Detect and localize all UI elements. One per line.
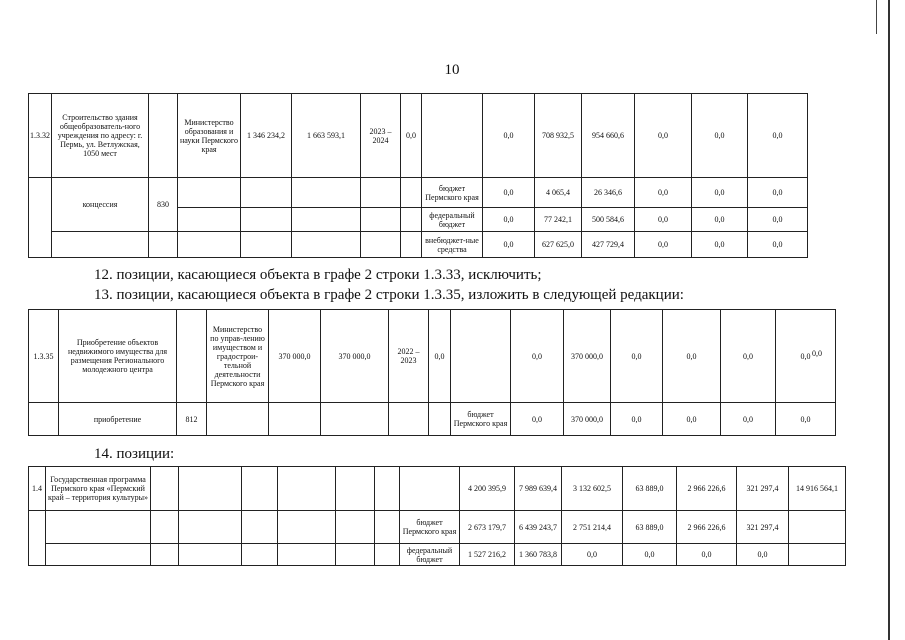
cell-value: 0,0 [511,403,564,436]
period: 2023 – 2024 [361,94,401,178]
table-row [29,511,846,544]
cell-value: 321 297,4 [737,467,789,511]
funding-type-label: концессия [52,178,149,232]
scan-edge [876,0,877,34]
cost-value: 1 346 234,2 [241,94,292,178]
cell-value: 2 673 179,7 [460,511,515,544]
cell-value: 0,0 [721,403,776,436]
cell-value: 0,0 [562,544,623,566]
cell-value: 1 360 783,8 [515,544,562,566]
cell-value: 26 346,6 [582,178,635,208]
row-code: 1.3.32 [29,94,52,178]
paragraph-14: 14. позиции: [94,446,175,462]
cell-value: 3 132 602,5 [562,467,623,511]
cell-value: 0,0 [748,94,808,178]
cell-value: 0,0 [692,232,748,258]
cell-value: 0,0 [635,232,692,258]
scan-edge [888,0,890,640]
cell-value: 4 200 395,9 [460,467,515,511]
program-table-1-4 [28,466,846,566]
table-row [29,403,836,436]
funding-source: внебюджет-ные средства [422,232,483,258]
cell-value: 4 065,4 [535,178,582,208]
cell-value: 63 889,0 [623,467,677,511]
funding-source: бюджет Пермского края [451,403,511,436]
funding-source: бюджет Пермского края [400,511,460,544]
cell-value: 0,0 [663,403,721,436]
row-code: 1.3.35 [29,310,59,403]
cell-value: 370 000,0 [564,310,611,403]
cost-value: 370 000,0 [321,310,389,403]
cell-value: 77 242,1 [535,208,582,232]
cell-value: 0,0 [511,310,564,403]
cell-value: 2 751 214,4 [562,511,623,544]
cell-value: 2 966 226,6 [677,511,737,544]
funding-type-label: приобретение [59,403,177,436]
cell-value: 500 584,6 [582,208,635,232]
funding-source: федеральный бюджет [400,544,460,566]
cell-value: 2 966 226,6 [677,467,737,511]
paragraph-12: 12. позиции, касающиеся объекта в графе 2 строки 1.3.33, исключить; [94,267,542,283]
row-code: 1.4 [29,467,46,511]
cell-value: 0,0 [623,544,677,566]
cell-value: 0,0 [611,310,663,403]
cell-value: 0,0 [635,178,692,208]
cell-value: 0,0 [692,94,748,178]
cell-value: 370 000,0 [564,403,611,436]
funding-source: бюджет Пермского края [422,178,483,208]
program-name: Государственная программа Пермского края «Пермский край – территория культуры» [46,467,151,511]
funding-source: федеральный бюджет [422,208,483,232]
cell-value: 0,0 [748,232,808,258]
cell-value: 0,0 [635,208,692,232]
cell-value: 427 729,4 [582,232,635,258]
object-table-1-3-35 [28,309,836,436]
cell-value: 0,0 [611,403,663,436]
cell-value: 0,0 [663,310,721,403]
responsible-org: Министерство образования и науки Пермского края [178,94,241,178]
cell-value: 14 916 564,1 [789,467,846,511]
object-name: Строительство здания общеобразователь-ного учреждения по адресу: г. Пермь, ул. Ветлужская, 1050 мест [52,94,149,178]
responsible-org: Министерство по управ-лению имуществом и градострои-тельной деятельности Пермского края [207,310,269,403]
table-row [29,178,808,208]
funding-code: 812 [177,403,207,436]
cell-value: 63 889,0 [623,511,677,544]
cell-value: 0,0 [483,208,535,232]
cell-value: 0,0 [635,94,692,178]
cell-value: 0,0 [692,208,748,232]
paragraph-13: 13. позиции, касающиеся объекта в графе 2 строки 1.3.35, изложить в следующей редакции: [94,287,684,303]
table-row [29,544,846,566]
cell-value: 0,0 [483,178,535,208]
cell-value: 0,0 [483,94,535,178]
funding-code: 830 [149,178,178,232]
cell-value: 0,0 [748,178,808,208]
cost-value: 370 000,0 [269,310,321,403]
page-number: 10 [444,62,460,78]
cell-value: 7 989 639,4 [515,467,562,511]
period: 2022 – 2023 [389,310,429,403]
cell-value: 0,0 [776,310,836,403]
cell-value: 1 527 216,2 [460,544,515,566]
cell-value: 627 625,0 [535,232,582,258]
cell-value: 0,0 [737,544,789,566]
cell-value: 954 660,6 [582,94,635,178]
cell-value: 6 439 243,7 [515,511,562,544]
cell-value: 0,0 [812,349,822,358]
cell-value: 321 297,4 [737,511,789,544]
cell-value: 0,0 [748,208,808,232]
cell-value: 0,0 [401,94,422,178]
cell-value: 0,0 [677,544,737,566]
cell-value: 0,0 [483,232,535,258]
table-row [29,232,808,258]
cell-value: 0,0 [692,178,748,208]
cell-value: 0,0 [429,310,451,403]
table-row [29,467,846,511]
table-row [29,94,808,178]
cost-value: 1 663 593,1 [292,94,361,178]
object-name: Приобретение объектов недвижимого имущества для размещения Регионального молодежного центра [59,310,177,403]
cell-value: 0,0 [721,310,776,403]
cell-value: 708 932,5 [535,94,582,178]
table-row [29,310,836,403]
object-table-1-3-32 [28,93,808,258]
cell-value: 0,0 [776,403,836,436]
